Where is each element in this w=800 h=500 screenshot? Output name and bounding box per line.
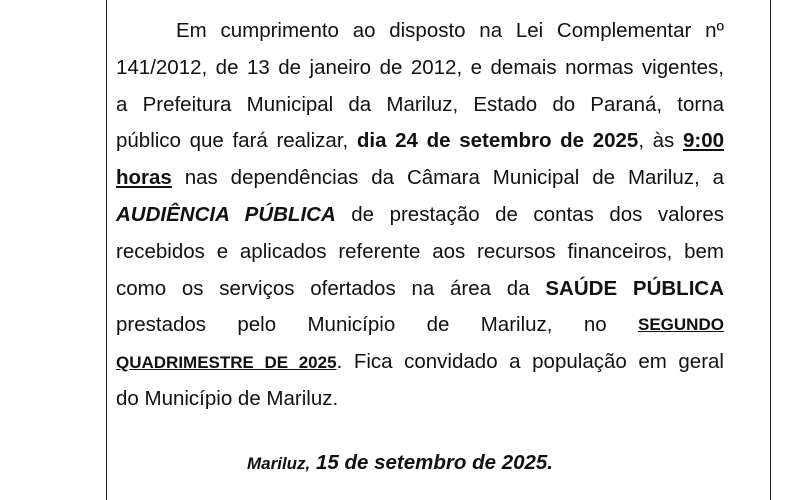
line-text: do Município de Mariluz. — [116, 386, 339, 410]
line-text — [116, 271, 724, 308]
notice-line-9 — [116, 307, 724, 344]
word: Em — [176, 19, 207, 42]
notice-line-1 — [116, 13, 724, 50]
word: nº — [705, 19, 724, 42]
line-text — [116, 123, 724, 160]
notice-line-11 — [116, 381, 724, 418]
line-text: a Prefeitura Municipal da Mariluz, Estado do Paraná, torna — [116, 92, 724, 116]
notice-line-5 — [116, 160, 724, 197]
line-text: recebidos e aplicados referente aos recursos financeiros, bem — [116, 239, 724, 263]
event-time: 9:00 — [682, 129, 724, 153]
notice-body — [116, 13, 724, 418]
line-text — [116, 160, 724, 197]
notice-line-10 — [116, 344, 724, 381]
page-border-left — [106, 0, 107, 500]
notice-line-6 — [116, 197, 724, 234]
line-text — [116, 197, 724, 234]
notice-line-8 — [116, 271, 724, 308]
notice-line-4 — [116, 123, 724, 160]
text-rest: de prestação de contas dos valores — [351, 202, 724, 226]
event-name: AUDIÊNCIA PÚBLICA — [116, 202, 336, 226]
word: Lei — [515, 19, 544, 42]
text-rest: nas dependências da Câmara Municipal de Mariluz, a — [184, 166, 724, 190]
word: de — [426, 313, 450, 337]
signature-line — [0, 451, 800, 475]
text-pre: público que fará realizar, — [116, 129, 349, 153]
word: Mariluz, — [480, 313, 553, 337]
notice-line-2 — [116, 50, 724, 87]
word: no — [583, 313, 607, 337]
text-mid: , às — [638, 129, 675, 153]
word: disposto — [389, 19, 466, 42]
signature-date: 15 de setembro de 2025. — [315, 451, 553, 474]
period-name: SEGUNDO — [638, 315, 724, 335]
word: ao — [352, 19, 376, 42]
word: cumprimento — [220, 19, 339, 42]
page-border-right — [770, 0, 771, 500]
notice-line-3 — [116, 87, 724, 124]
signature-place: Mariluz, — [246, 454, 311, 473]
word: prestados — [116, 313, 207, 337]
period-name-cont: QUADRIMESTRE DE 2025 — [116, 353, 337, 373]
line-text: 141/2012, de 13 de janeiro de 2012, e demais normas vigentes, — [116, 55, 724, 79]
word: pelo — [237, 313, 277, 337]
event-date: dia 24 de setembro de 2025 — [356, 129, 639, 153]
text-rest: . Fica convidado a população em geral — [336, 350, 724, 374]
event-time-cont: horas — [116, 166, 172, 190]
text-pre: como os serviços ofertados na área da — [116, 276, 530, 300]
word: Município — [307, 313, 396, 337]
line-text — [116, 344, 724, 381]
area-name: SAÚDE PÚBLICA — [545, 276, 724, 300]
word: na — [479, 19, 503, 42]
notice-line-7 — [116, 234, 724, 271]
word: Complementar — [556, 19, 692, 42]
